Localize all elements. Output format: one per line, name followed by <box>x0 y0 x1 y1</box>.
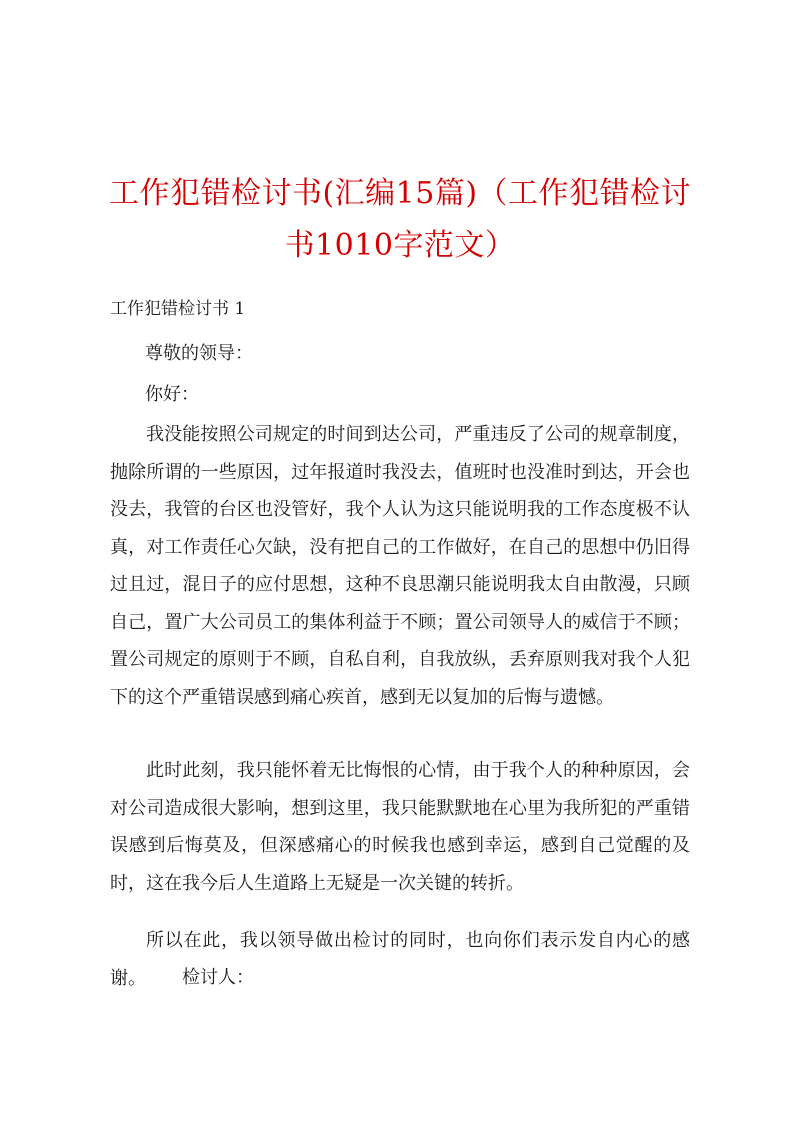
section-heading: 工作犯错检讨书 1 <box>110 299 246 319</box>
signer-label: 检讨人： <box>182 967 254 988</box>
document-title: 工作犯错检讨书(汇编15篇)（工作犯错检讨书1010字范文） <box>108 176 692 263</box>
body-paragraph: 我没能按照公司规定的时间到达公司，严重违反了公司的规章制度，抛除所谓的一些原因，过年报道时我没去，值班时也没准时到达，开会也没去，我管的台区也没管好，我个人认为这只能说明我的工作态度极不认真，对工作责任心欠缺，没有把自己的工作做好，在自己的思想中仍旧得过且过，混日子的应付思想，这种不良思潮只能说明我太自由散漫，只顾自己，置广大公司员工的集体利益于不顾；置公司领导人的威信于不顾；置公司规定的原则于不顾，自私自利，自我放纵，丢弃原则我对我个人犯下的这个严重错误感到痛心疾首，感到无以复加的后悔与遗憾。 <box>110 424 690 708</box>
salutation: 尊敬的领导： <box>145 343 253 364</box>
greeting: 你好： <box>145 384 199 405</box>
body-paragraph: 所以在此，我以领导做出检讨的同时，也向你们表示发自内心的感谢。 <box>110 930 690 989</box>
body-paragraph: 此时此刻，我只能怀着无比悔恨的心情，由于我个人的种种原因，会对公司造成很大影响，想到这里，我只能默默地在心里为我所犯的严重错误感到后悔莫及，但深感痛心的时候我也感到幸运，感到自己觉醒的及时，这在我今后人生道路上无疑是一次关键的转折。 <box>110 760 690 894</box>
